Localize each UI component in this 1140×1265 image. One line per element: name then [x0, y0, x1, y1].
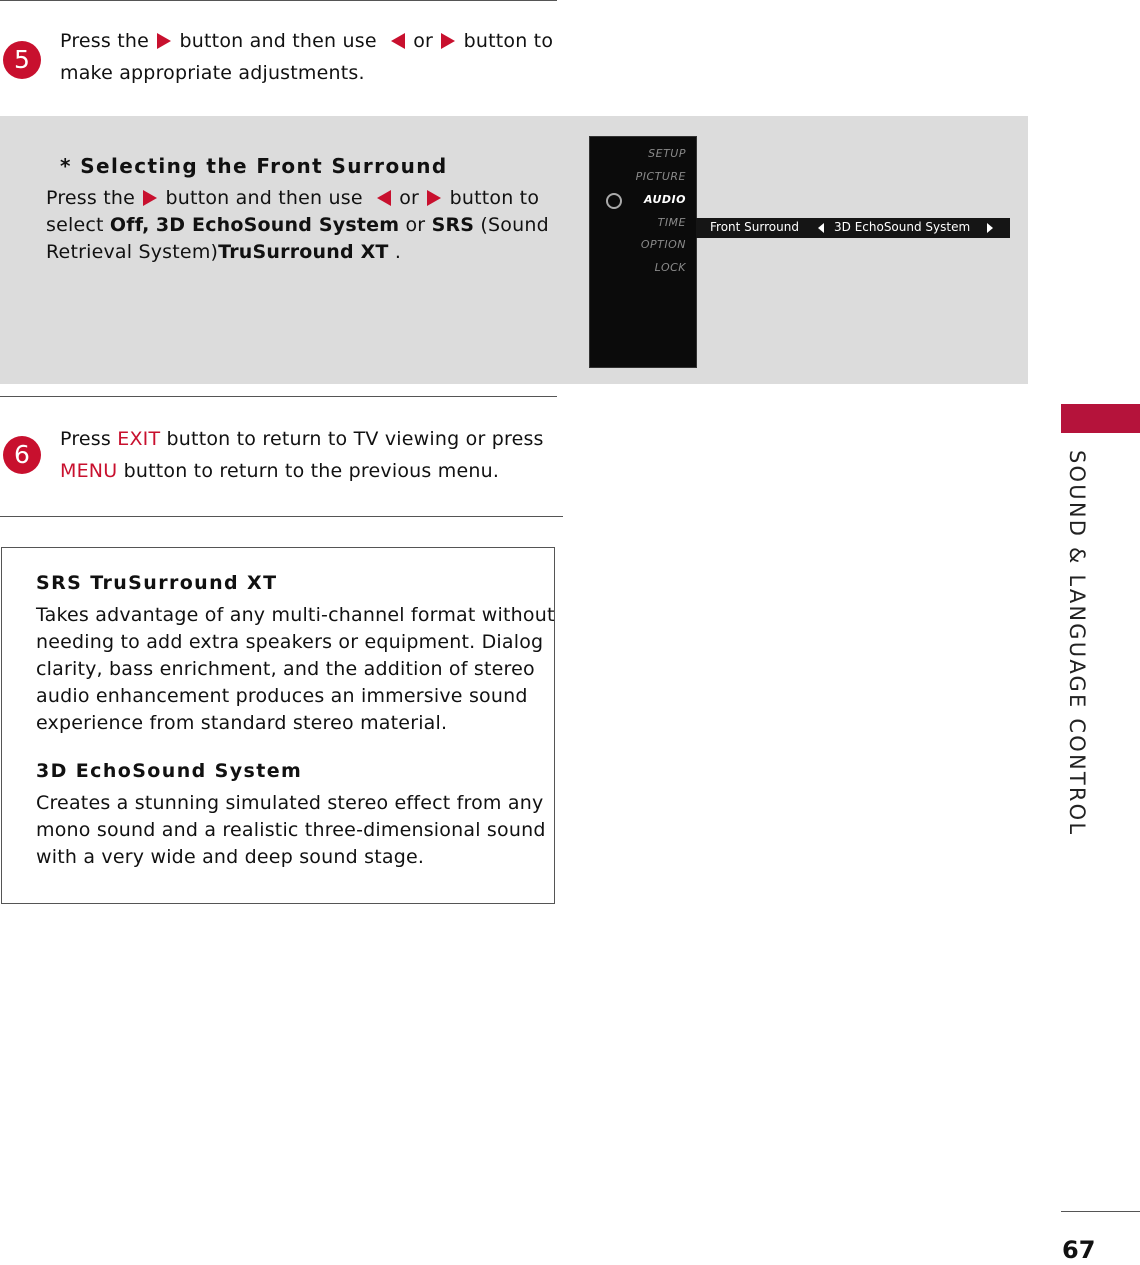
page-number: 67	[1062, 1236, 1096, 1264]
option-srs: SRS	[431, 214, 475, 236]
panel-then-use: button and then use	[165, 187, 363, 209]
setting-right-arrow-icon	[987, 223, 993, 233]
menu-key-label: MENU	[60, 460, 118, 482]
step-5-line-1	[60, 30, 553, 52]
setting-left-arrow-icon	[818, 223, 824, 233]
srs-line-1: Takes advantage of any multi-channel format without	[36, 604, 555, 626]
step-6-line-1	[60, 428, 544, 450]
echo-line-1: Creates a stunning simulated stereo effect from any	[36, 792, 544, 814]
tv-menu-item-picture: PICTURE	[635, 170, 686, 183]
left-arrow-icon	[377, 190, 391, 206]
echo-title: 3D EchoSound System	[36, 760, 303, 782]
page-number-rule	[1061, 1211, 1140, 1212]
srs-line-5: experience from standard stereo material.	[36, 712, 448, 734]
option-3d-echosound: 3D EchoSound System	[155, 214, 400, 236]
rule-below-step-6	[0, 516, 563, 517]
option-trusurround: TruSurround XT	[218, 241, 389, 263]
panel-period: .	[394, 241, 402, 263]
step-5-then-use: button and then use	[179, 30, 377, 52]
tv-menu-item-time: TIME	[657, 216, 686, 229]
panel-heading: * Selecting the Front Surround	[60, 154, 448, 178]
panel-press: Press the	[46, 187, 136, 209]
panel-line-1	[46, 187, 539, 209]
echo-line-3: with a very wide and deep sound stage.	[36, 846, 425, 868]
panel-button-to: button to	[449, 187, 540, 209]
step-6-press: Press	[60, 428, 112, 450]
step-5-button-to: button to	[463, 30, 554, 52]
step-5-badge: 5	[3, 41, 41, 79]
left-arrow-icon	[391, 33, 405, 49]
echo-line-2: mono sound and a realistic three-dimensional sound	[36, 819, 546, 841]
right-arrow-icon	[427, 190, 441, 206]
panel-sound: (Sound	[480, 214, 549, 236]
rule-above-step-6	[0, 396, 557, 397]
option-off: Off,	[109, 214, 150, 236]
step-6-badge: 6	[3, 436, 41, 474]
tv-menu-item-lock: LOCK	[654, 261, 686, 274]
top-rule	[0, 0, 557, 1]
panel-or-2: or	[405, 214, 426, 236]
panel-select: select	[46, 214, 104, 236]
step-6-line-2	[60, 460, 499, 482]
setting-label: Front Surround	[710, 220, 799, 234]
tv-menu-item-audio: AUDIO	[643, 193, 686, 206]
panel-line-2	[46, 214, 549, 236]
section-label-text: SOUND & LANGUAGE CONTROL	[1065, 450, 1089, 837]
step-6-return-tv: button to return to TV viewing or press	[166, 428, 544, 450]
section-label	[1062, 450, 1092, 837]
panel-or: or	[399, 187, 420, 209]
step-5-line-2: make appropriate adjustments.	[60, 62, 365, 84]
front-surround-setting-bar	[696, 218, 1010, 238]
srs-line-3: clarity, bass enrichment, and the addition of stereo	[36, 658, 535, 680]
audio-icon	[606, 193, 622, 209]
setting-value: 3D EchoSound System	[834, 220, 971, 234]
step-5-or: or	[413, 30, 434, 52]
step-5-press: Press the	[60, 30, 150, 52]
srs-title: SRS TruSurround XT	[36, 572, 278, 594]
srs-line-4: audio enhancement produces an immersive sound	[36, 685, 528, 707]
section-tab	[1061, 404, 1140, 433]
panel-retrieval: Retrieval System)	[46, 241, 219, 263]
panel-line-3	[46, 241, 401, 263]
tv-menu-screenshot	[589, 136, 697, 368]
step-6-return-menu: button to return to the previous menu.	[123, 460, 500, 482]
tv-menu-item-option: OPTION	[640, 238, 686, 251]
right-arrow-icon	[157, 33, 171, 49]
tv-menu-item-setup: SETUP	[648, 147, 686, 160]
right-arrow-icon	[143, 190, 157, 206]
right-arrow-icon	[441, 33, 455, 49]
exit-key-label: EXIT	[117, 428, 161, 450]
srs-line-2: needing to add extra speakers or equipment. Dialog	[36, 631, 544, 653]
